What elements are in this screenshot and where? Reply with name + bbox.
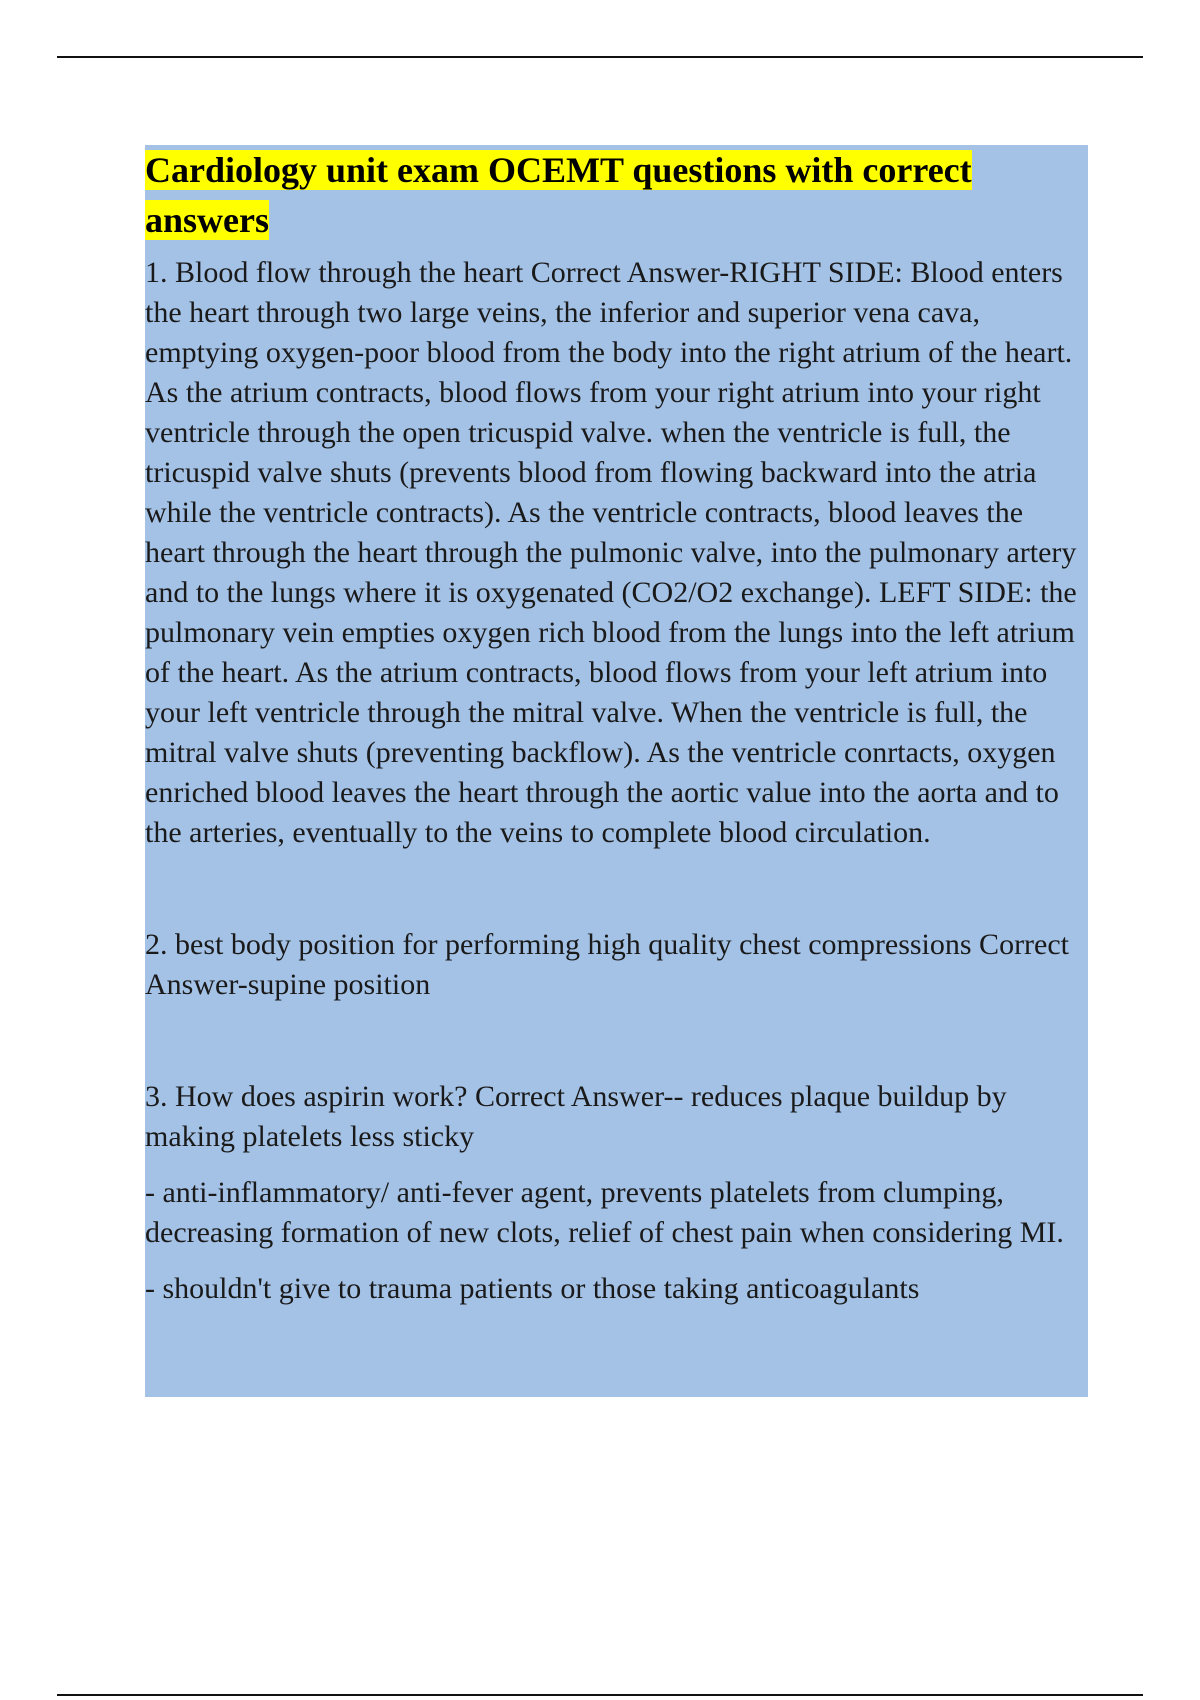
page-title: [145, 145, 1080, 245]
top-rule: [57, 56, 1143, 58]
bottom-rule: [57, 1694, 1143, 1696]
question-3-note-1: - anti-inflammatory/ anti-fever agent, prevents platelets from clumping, decreasing formation of new clots, relief of chest pain when considering MI.: [145, 1176, 1064, 1249]
question-3-note-2: - shouldn't give to trauma patients or those taking anticoagulants: [145, 1272, 920, 1305]
question-1: 1. Blood flow through the heart Correct Answer-RIGHT SIDE: Blood enters the heart through two large veins, the inferior and superior vena cava, emptying oxygen-poor blood from the body into the right atrium of the heart. As the atrium contracts, blood flows from your right atrium into your right ventricle through the open tricuspid valve. when the ventricle is full, the tricuspid valve shuts (prevents blood from flowing backward into the atria while the ventricle contracts). As the ventricle contracts, blood leaves the heart through the heart through the pulmonic valve, into the pulmonary artery and to the lungs where it is oxygenated (CO2/O2 exchange). LEFT SIDE: the pulmonary vein empties oxygen rich blood from the lungs into the left atrium of the heart. As the atrium contracts, blood flows from your left atrium into your left ventricle through the mitral valve. When the ventricle is full, the mitral valve shuts (preventing backflow). As the ventricle conrtacts, oxygen enriched blood leaves the heart through the aortic value into the aorta and to the arteries, eventually to the veins to complete blood circulation.: [145, 256, 1077, 849]
title-highlight: Cardiology unit exam OCEMT questions with correct answers: [145, 150, 972, 240]
question-2: 2. best body position for performing high quality chest compressions Correct Answer-supine position: [145, 928, 1070, 1001]
document-block: [145, 145, 1088, 1397]
question-3: 3. How does aspirin work? Correct Answer-- reduces plaque buildup by making platelets less sticky: [145, 1080, 1007, 1153]
